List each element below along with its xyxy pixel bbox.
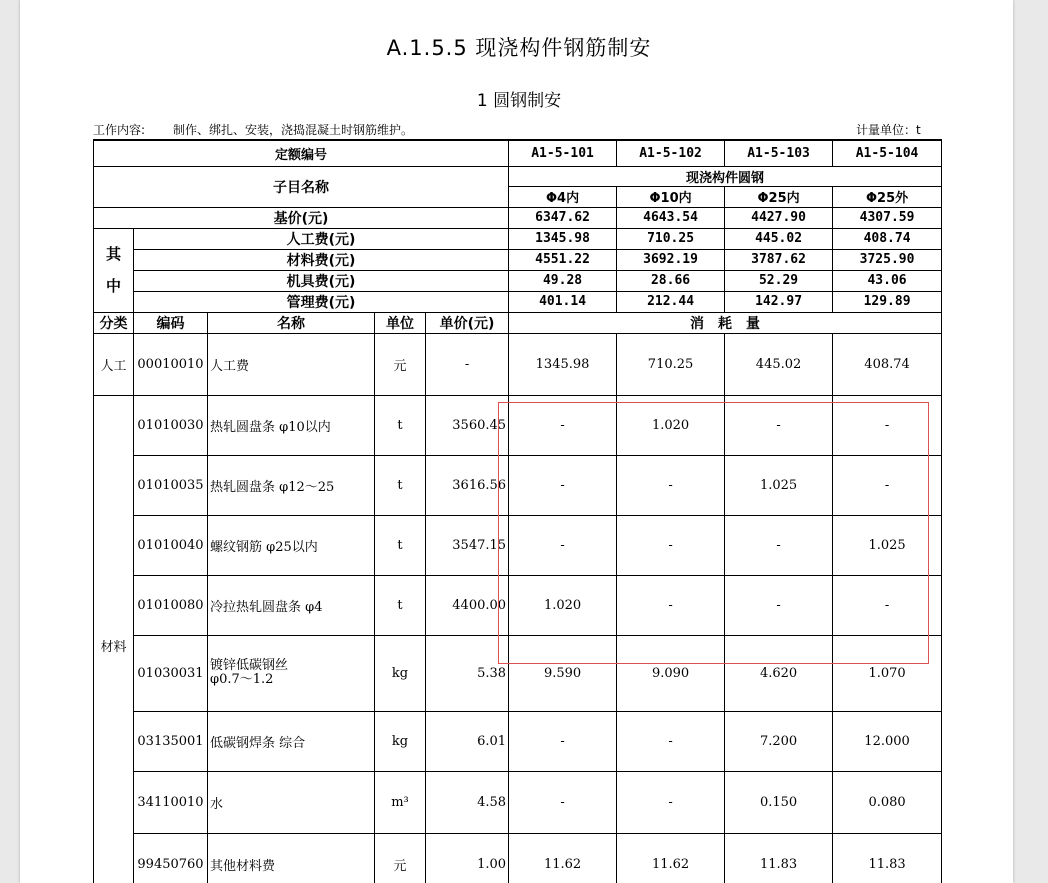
code-cell: 01030031 <box>134 635 208 711</box>
value-cell: 1345.98 <box>509 333 617 395</box>
name-cell <box>208 635 375 711</box>
value-cell: 445.02 <box>725 333 833 395</box>
name-cell: 热轧圆盘条 φ10以内 <box>208 395 375 455</box>
table-row <box>94 711 942 771</box>
category-cell: 材料 <box>94 395 134 883</box>
code-cell: 99450760 <box>134 833 208 883</box>
value-cell: - <box>833 455 942 515</box>
value-cell: 11.62 <box>617 833 725 883</box>
unit-cell: 元 <box>375 333 426 395</box>
value-cell: 9.590 <box>509 635 617 711</box>
document-page <box>20 0 1013 883</box>
quota-table <box>93 139 942 883</box>
work-content-text: 制作、绑扎、安装，浇捣混凝土时钢筋维护。 <box>173 123 414 137</box>
value-cell: 710.25 <box>617 333 725 395</box>
name-cell: 其他材料费 <box>208 833 375 883</box>
value-cell: - <box>833 575 942 635</box>
value-cell: - <box>725 575 833 635</box>
name-line-2: φ0.7～1.2 <box>210 672 274 687</box>
price-cell: 1.00 <box>426 833 509 883</box>
price-cell: 3560.45 <box>426 395 509 455</box>
code-cell: 01010040 <box>134 515 208 575</box>
value-cell: - <box>509 395 617 455</box>
name-cell: 冷拉热轧圆盘条 φ4 <box>208 575 375 635</box>
base-price-cell: 4427.90 <box>725 207 833 228</box>
base-price-row <box>94 207 942 228</box>
unit-cell: t <box>375 575 426 635</box>
value-cell: 7.200 <box>725 711 833 771</box>
value-cell: 1.020 <box>617 395 725 455</box>
page-title: A.1.5.5 现浇构件钢筋制安 <box>386 36 652 60</box>
unit-cell: kg <box>375 711 426 771</box>
group-name: 现浇构件圆钢 <box>509 166 942 186</box>
machine-cost-cell: 52.29 <box>725 270 833 291</box>
among-char-1: 其 <box>105 245 121 263</box>
mgmt-cost-cell: 142.97 <box>725 291 833 312</box>
spec-cell: Φ25外 <box>833 186 942 207</box>
price-cell: 3547.15 <box>426 515 509 575</box>
value-cell: 1.020 <box>509 575 617 635</box>
code-label: 定额编号 <box>94 140 509 166</box>
category-cell: 人工 <box>94 333 134 395</box>
table-row <box>94 395 942 455</box>
code-cell: 34110010 <box>134 771 208 833</box>
code-cell: 00010010 <box>134 333 208 395</box>
value-cell: - <box>509 771 617 833</box>
spec-cell: Φ25内 <box>725 186 833 207</box>
material-cost-cell: 3692.19 <box>617 249 725 270</box>
value-cell: - <box>617 771 725 833</box>
value-cell: - <box>725 395 833 455</box>
value-cell: - <box>617 515 725 575</box>
code-cell: 01010030 <box>134 395 208 455</box>
unit-note: 计量单位：t <box>856 123 921 137</box>
material-cost-cell: 3787.62 <box>725 249 833 270</box>
among-label <box>94 228 134 312</box>
value-cell: 11.83 <box>833 833 942 883</box>
price-cell: 6.01 <box>426 711 509 771</box>
value-cell: 0.080 <box>833 771 942 833</box>
table-row <box>94 575 942 635</box>
value-cell: - <box>617 711 725 771</box>
value-cell: 1.025 <box>833 515 942 575</box>
code-cell: 03135001 <box>134 711 208 771</box>
table-row <box>94 333 942 395</box>
code-cell: A1-5-102 <box>617 140 725 166</box>
value-cell: - <box>509 515 617 575</box>
material-cost-row <box>94 249 942 270</box>
material-cost-cell: 4551.22 <box>509 249 617 270</box>
base-price-cell: 4307.59 <box>833 207 942 228</box>
name-cell: 螺纹钢筋 φ25以内 <box>208 515 375 575</box>
labor-cost-cell: 408.74 <box>833 228 942 249</box>
mgmt-cost-cell: 212.44 <box>617 291 725 312</box>
machine-cost-label: 机具费(元) <box>134 270 509 291</box>
value-cell: - <box>833 395 942 455</box>
machine-cost-cell: 28.66 <box>617 270 725 291</box>
col-price: 单价(元) <box>426 312 509 333</box>
value-cell: 11.83 <box>725 833 833 883</box>
table-row <box>94 833 942 883</box>
work-content <box>93 121 413 138</box>
base-price-cell: 6347.62 <box>509 207 617 228</box>
name-line-1: 镀锌低碳钢丝 <box>210 658 289 673</box>
code-cell: A1-5-104 <box>833 140 942 166</box>
base-price-cell: 4643.54 <box>617 207 725 228</box>
value-cell: 9.090 <box>617 635 725 711</box>
labor-cost-cell: 710.25 <box>617 228 725 249</box>
spec-cell: Φ10内 <box>617 186 725 207</box>
labor-cost-cell: 445.02 <box>725 228 833 249</box>
code-cell: 01010035 <box>134 455 208 515</box>
mgmt-cost-cell: 129.89 <box>833 291 942 312</box>
name-cell: 低碳钢焊条 综合 <box>208 711 375 771</box>
mgmt-cost-cell: 401.14 <box>509 291 617 312</box>
labor-cost-row <box>94 228 942 249</box>
value-cell: - <box>509 711 617 771</box>
table-row <box>94 515 942 575</box>
price-cell: 5.38 <box>426 635 509 711</box>
value-cell: 1.070 <box>833 635 942 711</box>
unit-cell: t <box>375 455 426 515</box>
item-name-label: 子目名称 <box>94 166 509 207</box>
page-subtitle: 1 圆钢制安 <box>476 91 562 111</box>
unit-cell: 元 <box>375 833 426 883</box>
labor-cost-cell: 1345.98 <box>509 228 617 249</box>
labor-cost-label: 人工费(元) <box>134 228 509 249</box>
unit-cell: t <box>375 515 426 575</box>
name-cell: 水 <box>208 771 375 833</box>
table-row <box>94 455 942 515</box>
name-cell: 热轧圆盘条 φ12～25 <box>208 455 375 515</box>
mgmt-cost-row <box>94 291 942 312</box>
material-cost-cell: 3725.90 <box>833 249 942 270</box>
col-consumption: 消 耗 量 <box>509 312 942 333</box>
price-cell: - <box>426 333 509 395</box>
price-cell: 4400.00 <box>426 575 509 635</box>
table-row <box>94 771 942 833</box>
value-cell: - <box>617 575 725 635</box>
work-content-label: 工作内容: <box>93 123 146 137</box>
among-char-2: 中 <box>105 277 121 295</box>
unit-cell: kg <box>375 635 426 711</box>
base-price-label: 基价(元) <box>94 207 509 228</box>
value-cell: 11.62 <box>509 833 617 883</box>
unit-cell: m³ <box>375 771 426 833</box>
col-name: 名称 <box>208 312 375 333</box>
value-cell: 1.025 <box>725 455 833 515</box>
value-cell: 12.000 <box>833 711 942 771</box>
price-cell: 4.58 <box>426 771 509 833</box>
col-category: 分类 <box>94 312 134 333</box>
name-cell: 人工费 <box>208 333 375 395</box>
code-cell: A1-5-103 <box>725 140 833 166</box>
col-code: 编码 <box>134 312 208 333</box>
value-cell: - <box>725 515 833 575</box>
value-cell: 4.620 <box>725 635 833 711</box>
code-cell: A1-5-101 <box>509 140 617 166</box>
code-cell: 01010080 <box>134 575 208 635</box>
value-cell: - <box>617 455 725 515</box>
machine-cost-cell: 49.28 <box>509 270 617 291</box>
column-header-row <box>94 312 942 333</box>
machine-cost-cell: 43.06 <box>833 270 942 291</box>
table-row <box>94 635 942 711</box>
machine-cost-row <box>94 270 942 291</box>
value-cell: 0.150 <box>725 771 833 833</box>
code-row <box>94 140 942 166</box>
material-cost-label: 材料费(元) <box>134 249 509 270</box>
price-cell: 3616.56 <box>426 455 509 515</box>
value-cell: 408.74 <box>833 333 942 395</box>
col-unit: 单位 <box>375 312 426 333</box>
spec-cell: Φ4内 <box>509 186 617 207</box>
group-row <box>94 166 942 186</box>
unit-cell: t <box>375 395 426 455</box>
mgmt-cost-label: 管理费(元) <box>134 291 509 312</box>
value-cell: - <box>509 455 617 515</box>
